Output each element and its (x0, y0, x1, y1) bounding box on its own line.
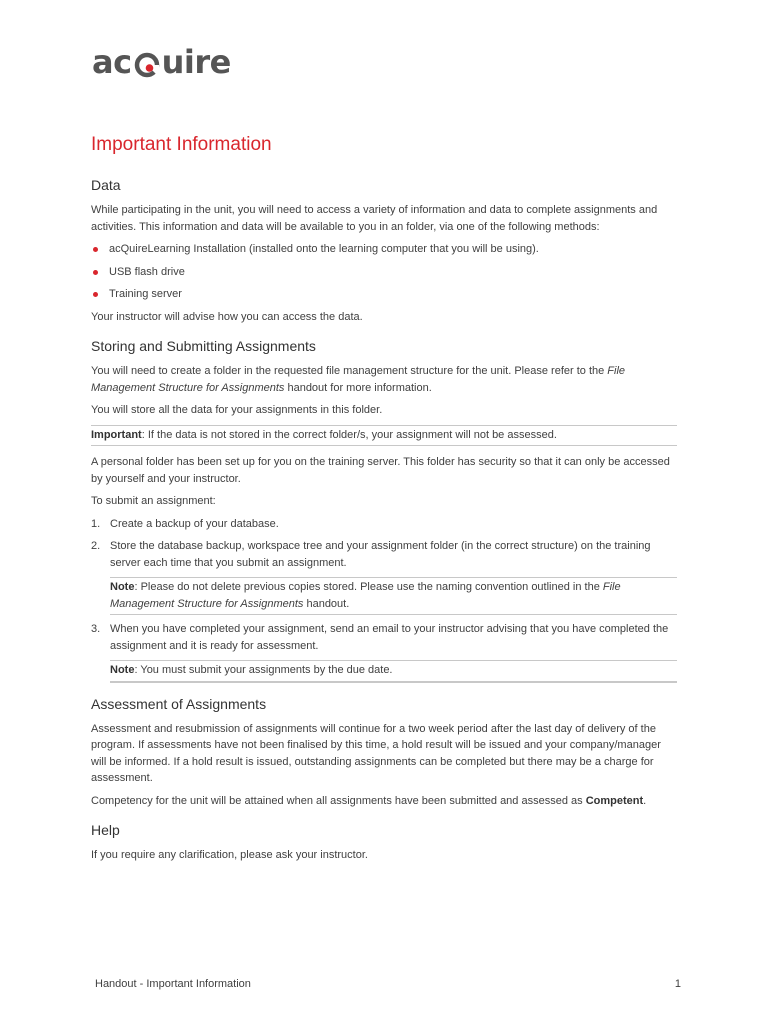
list-item: 3. When you have completed your assignment, send an email to your instructor advising that you have completed the assignment and it is ready for assessment. Note: You must submit your assignments by the due date. (91, 621, 677, 683)
logo-q-icon (133, 49, 161, 77)
data-section (91, 174, 677, 325)
storing-heading: Storing and Submitting Assignments (91, 338, 316, 354)
footer-title: Handout - Important Information (95, 978, 251, 990)
list-item: 2. Store the database backup, workspace tree and your assignment folder (in the correct structure) on the training server each time that you submit an assignment. Note: Please do not delete previous copies stored. Please use the naming convention outlined in the File Management Structure for Assignments handout. (91, 538, 677, 615)
storing-paragraph-4: To submit an assignment: (91, 495, 216, 507)
assessment-paragraph-2: Competency for the unit will be attained when all assignments have been submitted and assessed as Competent. (91, 794, 647, 807)
acquire-logo (92, 42, 231, 82)
important-note: Important: If the data is not stored in the correct folder/s, your assignment will not be assessed. (91, 425, 677, 447)
help-section (91, 819, 677, 864)
step-note: Note: Please do not delete previous copies stored. Please use the naming convention outlined in the File Management Structure for Assignments handout. (110, 577, 677, 615)
assessment-paragraph-1: Assessment and resubmission of assignments will continue for a two week period after the last day of delivery of the program. If assessments have not been finalised by this time, a hold result will be issued and your company/manager will be informed. If a hold result is issued, outstanding assignments can be completed but there may be a charge for assessment. (91, 722, 661, 784)
list-item: Training server (91, 286, 677, 303)
assessment-heading: Assessment of Assignments (91, 695, 267, 712)
storing-section (91, 335, 677, 683)
document-body (91, 130, 677, 870)
page-number: 1 (674, 978, 681, 990)
list-item: USB flash drive (91, 264, 677, 281)
storing-paragraph-3: A personal folder has been set up for you on the training server. This folder has security so that it can only be accessed by yourself and your instructor. (91, 456, 670, 485)
help-heading: Help (91, 822, 120, 838)
list-item: 1. Create a backup of your database. (91, 517, 279, 530)
step-note: Note: You must submit your assignments by the due date. (110, 660, 677, 683)
page-footer (95, 978, 681, 990)
data-heading: Data (91, 177, 121, 193)
assessment-section (91, 693, 677, 810)
logo-text-left: ac (92, 43, 132, 81)
data-intro: While participating in the unit, you will need to access a variety of information and data to complete assignments and activities. This information and data will be available to you in an folder, via one of the following methods: (91, 204, 658, 233)
submit-steps-list (91, 516, 677, 683)
storing-paragraph-1: You will need to create a folder in the requested file management structure for the unit. Please refer to the File Management Structure for Assignments handout for more information. (91, 365, 626, 394)
help-text: If you require any clarification, please ask your instructor. (91, 849, 368, 861)
logo-text-right: uire (161, 43, 231, 81)
data-methods-list (91, 241, 677, 303)
list-item: acQuireLearning Installation (installed onto the learning computer that you will be using). (91, 241, 677, 258)
data-outro: Your instructor will advise how you can access the data. (91, 310, 363, 323)
page-title: Important Information (91, 134, 272, 155)
storing-paragraph-2: You will store all the data for your assignments in this folder. (91, 404, 383, 416)
